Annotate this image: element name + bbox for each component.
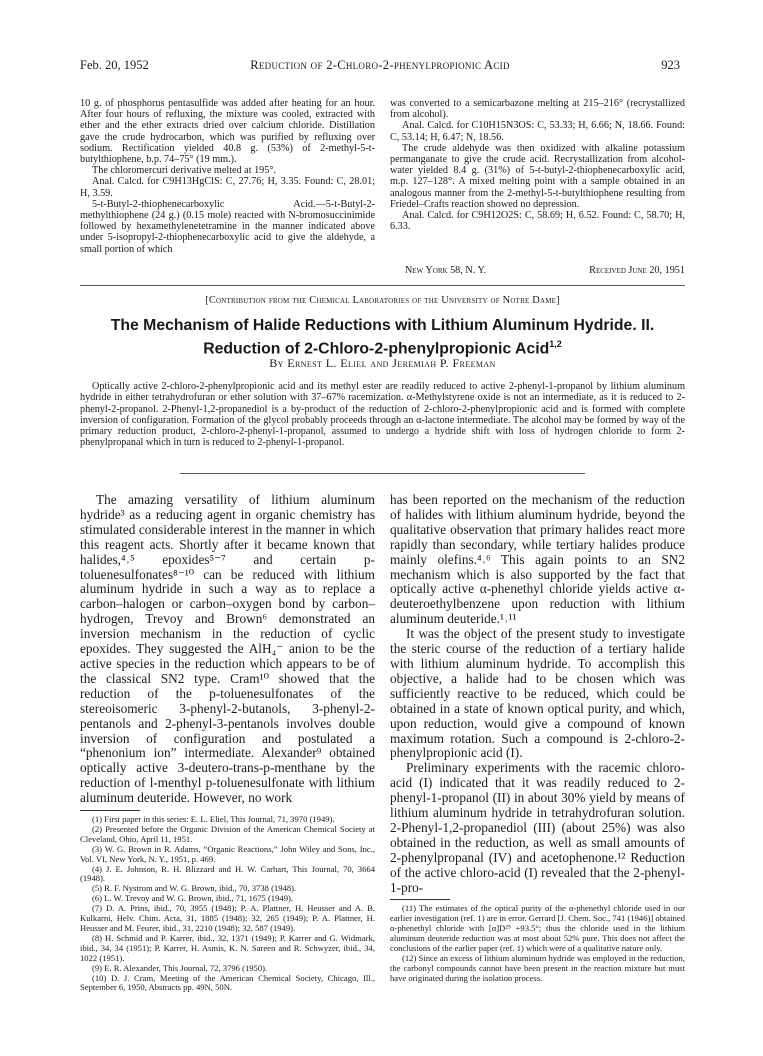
paragraph: Anal. Calcd. for C9H12O2S: C, 58.69; H, 6.52. Found: C, 58.70; H, 6.33.	[390, 210, 685, 233]
footnote: (8) H. Schmid and P. Karrer, ibid., 32, 1371 (1949); P. Karrer and G. Widmark, ibid., 34, 34 (1951); P. Karrer, H. Asmis, K. N. Sareen and R. Schwyzer, ibid., 34, 1022 (1951).	[80, 932, 375, 963]
prev-article-left-column	[80, 98, 375, 255]
footnote: (7) D. A. Prins, ibid., 70, 3955 (1948); P. A. Plattner, H. Heusser and A. B. Kulkarni, Helv. Chim. Acta, 31, 1885 (1948); 32, 265 (1949); P. A. Plattner, H. Heusser and M. Feurer, ibid., 31, 2210 (1948); 32, 587 (1949).	[80, 903, 375, 933]
received-date: Received June 20, 1951	[589, 265, 685, 276]
body-paragraph: The amazing versatility of lithium aluminum hydride³ as a reducing agent in organic chemistry has stimulated considerable interest in the manner in which this reagent acts. Shortly after it became known that halides,⁴˒⁵ epoxides⁵⁻⁷ and certain p-toluenesulfonates⁸⁻¹⁰ can be reduced with lithium aluminum hydride in such a way as to replace a carbon–halogen or carbon–oxygen bond by carbon–hydrogen, Trevoy and Brown⁶ demonstrated an inversion mechanism in the reduction of cyclic epoxides. They suggested the AlH₄⁻ anion to be the active species in the reduction which appears to be of the classical SN2 type. Cram¹⁰ showed that the reduction of the p-toluenesulfonates of the stereoisomeric 3-phenyl-2-butanols, 3-phenyl-2-pentanols and 2-phenyl-3-pentanols involves double inversion of configuration and postulated a “phenonium ion” intermediate. Alexander⁹ obtained optically active 3-deutero-trans-p-menthane by the reduction of l-menthyl p-toluenesulfonate with lithium aluminum deuteride. However, no work	[80, 492, 375, 806]
paragraph: 10 g. of phosphorus pentasulfide was added after heating for an hour. After four hours of refluxing, the mixture was cooled, extracted with ether and the ether extracts dried over calcium chloride. Distillation gave the crude hydrocarbon, which was purified by refluxing over sodium. Rectification yielded 40.8 g. (53%) of 2-methyl-5-t-butylthiophene, b.p. 74–75° (19 mm.).	[80, 98, 375, 166]
footnote: (3) W. G. Brown in R. Adams, “Organic Reactions,” John Wiley and Sons, Inc., Vol. VI, New York, N. Y., 1951, p. 469.	[80, 843, 375, 864]
paragraph: was converted to a semicarbazone melting at 215–216° (recrystallized from alcohol).	[390, 98, 685, 121]
location: New York 58, N. Y.	[405, 265, 487, 276]
paragraph: The chloromercuri derivative melted at 195°.	[92, 165, 276, 177]
body-left-column	[80, 493, 375, 993]
prev-article-right-column	[390, 98, 685, 232]
footnote: (10) D. J. Cram, Meeting of the American Chemical Society, Chicago, Ill., September 6, 1950, Abstracts pp. 49N, 50N.	[80, 972, 375, 993]
paragraph: Anal. Calcd. for C9H13HgClS: C, 27.76; H, 3.35. Found: C, 28.01; H, 3.59.	[80, 176, 375, 199]
title-line-1: The Mechanism of Halide Reductions with Lithium Aluminum Hydride. II.	[110, 317, 655, 334]
running-header	[80, 58, 680, 74]
title-line-2-text: Reduction of 2-Chloro-2-phenylpropionic Acid	[203, 340, 550, 358]
title-footnote-marker: 1,2	[549, 339, 562, 349]
footnote: (2) Presented before the Organic Division of the American Chemical Society at Cleveland, Ohio, April 11, 1951.	[80, 823, 375, 844]
footnote: (11) The estimates of the optical purity of the α-phenethyl chloride used in our earlier investigation (ref. 1) are in error. Gerrard [J. Chem. Soc., 741 (1946)] obtained α-phenethyl chloride with [α]D²⁵ +93.5°; thus the chloride used in the lithium aluminum deuteride reduction was at most about 52% pure. This does not affect the conclusions of the earlier paper (ref. 1) which were of a qualitative nature only.	[390, 903, 685, 954]
body-paragraph: It was the object of the present study to investigate the steric course of the reduction of a tertiary halide with lithium aluminum hydride. To accomplish this objective, a halide had to be chosen which was sufficiently reactive to be reduced, which could be obtained in a state of known optical purity, and which, upon reduction, would give a compound of known maximum rotation. Such a compound is 2-chloro-2-phenylpropionic acid (I).	[390, 626, 685, 761]
section-divider	[80, 285, 685, 286]
footnote: (12) Since an excess of lithium aluminum hydride was employed in the reduction, the carbonyl compounds cannot have been present in the reaction mixture but must have originated during the isolation process.	[390, 953, 685, 983]
footnote: (6) L. W. Trevoy and W. G. Brown, ibid., 71, 1675 (1949).	[92, 893, 293, 904]
body-paragraph: Preliminary experiments with the racemic chloro-acid (I) indicated that it was readily reduced to 2-phenyl-1-propanol (II) in about 30% yield by means of lithium aluminum hydride in tetrahydrofuran solution. 2-Phenyl-1,2-propanediol (III) (about 25%) was also obtained in the reduction, as well as small amounts of 2-phenylpropanal (IV) and acetophenone.¹² Reduction of the active chloro-acid (I) revealed that the 2-phenyl-1-pro-	[390, 760, 685, 895]
paragraph: 5-t-Butyl-2-thiophenecarboxylic Acid.—5-t-Butyl-2-methylthiophene (24 g.) (0.15 mole) reacted with N-bromosuccinimide followed by hexamethylenetetramine in the manner indicated above under 5-isopropyl-2-thiophenecarboxylic acid to give the aldehyde, a small portion of which	[80, 198, 375, 255]
footnote-rule	[390, 899, 450, 900]
contribution-line: [Contribution from the Chemical Laboratories of the University of Notre Dame]	[205, 295, 560, 306]
author-byline: By Ernest L. Eliel and Jeremiah P. Freeman	[269, 356, 496, 370]
paragraph: The crude aldehyde was then oxidized with alkaline potassium permanganate to give the crude acid. Recrystallization from alcohol-water yielded 8.4 g. (31%) of 5-t-butyl-2-thiophenecarboxylic acid, m.p. 127–128°. A mixed melting point with a sample obtained in an analogous manner from the 2-methyl-5-t-butylthiophene resulting from Friedel–Crafts reaction showed no depression.	[390, 142, 685, 210]
body-paragraph: has been reported on the mechanism of the reduction of halides with lithium aluminum hydride, beyond the qualitative observation that primary halides react more rapidly than secondary, while tertiary halides produce mainly olefins.⁴˒⁶ This again points to an SN2 mechanism which is also supported by the fact that optically active α-phenethyl chloride yields active α-deuteroethylbenzene upon reduction with lithium aluminum deuteride.¹˒¹¹	[390, 492, 685, 627]
footnotes-right	[390, 904, 685, 983]
footnote: (5) R. F. Nystrom and W. G. Brown, ibid., 70, 3738 (1948).	[92, 883, 297, 894]
body-right-column	[390, 493, 685, 984]
footnote: (4) J. E. Johnson, R. H. Blizzard and H. W. Carhart, This Journal, 70, 3664 (1948).	[80, 863, 375, 884]
title-line-2	[80, 335, 685, 358]
abstract-divider	[180, 473, 585, 474]
article-title	[80, 316, 685, 358]
paragraph: Anal. Calcd. for C10H15N3OS: C, 53.33; H, 6.66; N, 18.66. Found: C, 53.14; H, 6.47; N, 18.56.	[390, 120, 685, 143]
footnotes-left	[80, 815, 375, 993]
header-date: Feb. 20, 1952	[80, 58, 149, 72]
footnote: (9) E. R. Alexander, This Journal, 72, 3796 (1950).	[92, 962, 268, 973]
footnote: (1) First paper in this series: E. L. Eliel, This Journal, 71, 3970 (1949).	[92, 814, 335, 825]
header-page-number: 923	[661, 58, 680, 72]
header-running-title: Reduction of 2-Chloro-2-phenylpropionic Acid	[250, 58, 510, 72]
prev-article-signoff	[395, 265, 685, 279]
abstract	[80, 381, 685, 449]
footnote-rule	[80, 810, 140, 811]
abstract-text: Optically active 2-chloro-2-phenylpropionic acid and its methyl ester are readily reduced to active 2-phenyl-1-propanol by lithium aluminum hydride in either tetrahydrofuran or ether solution with 37–67% racemization. α-Methylstyrene oxide is not an intermediate, as it is reduced to 2-phenyl-2-propanol. 2-Phenyl-1,2-propanediol is a by-product of the reduction of 2-chloro-2-phenylpropionic acid and is formed with complete inversion of configuration. Formation of the glycol probably proceeds through an α-lactone intermediate. The alcohol may be formed by way of the primary reduction product, 2-chloro-2-phenyl-1-propanol, assumed to undergo a hydride shift with loss of hydrogen chloride to form 2-phenylpropanal which in turn is reduced to 2-phenyl-1-propanol.	[80, 381, 685, 449]
